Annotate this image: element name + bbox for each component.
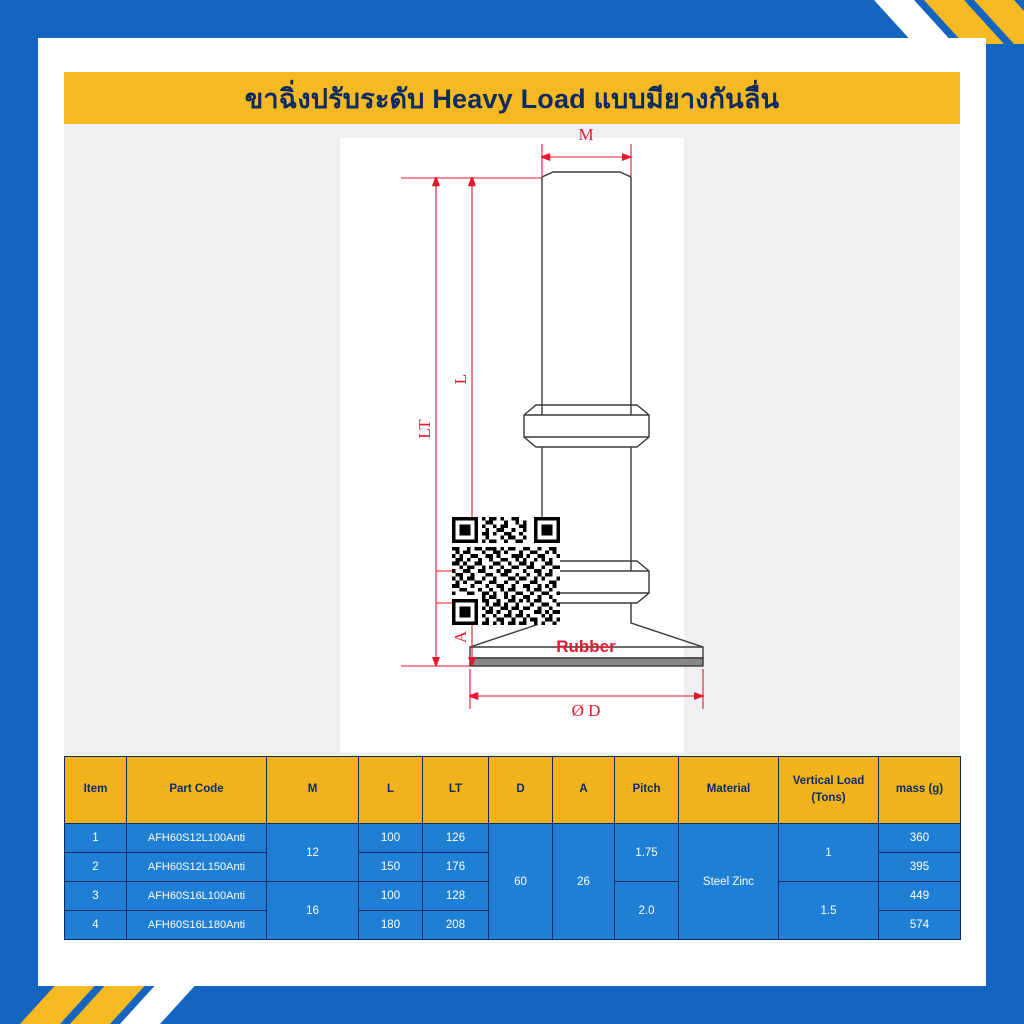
column-header-a: A (553, 757, 615, 824)
cell-part-code: AFH60S12L100Anti (127, 824, 267, 853)
column-header-vertical-load-line2: (Tons) (811, 792, 846, 804)
cell-l: 100 (359, 824, 423, 853)
dimension-label-m: M (578, 125, 594, 144)
corner-chevron-bottom-left-icon (0, 980, 330, 1024)
column-header-lt: LT (423, 757, 489, 824)
dimension-label-lt: LT (415, 419, 434, 439)
column-header-item: Item (65, 757, 127, 824)
dimension-label-d: Ø D (571, 701, 601, 720)
cell-lt: 176 (423, 853, 489, 882)
column-header-part-code: Part Code (127, 757, 267, 824)
page-title: ขาฉิ่งปรับระดับ Heavy Load แบบมียางกันลื่น (244, 83, 780, 114)
cell-lt: 128 (423, 882, 489, 911)
cell-l: 150 (359, 853, 423, 882)
column-header-m: M (267, 757, 359, 824)
cell-vertical-load: 1 (779, 824, 879, 882)
cell-part-code: AFH60S16L100Anti (127, 882, 267, 911)
dimension-label-l: L (451, 373, 470, 385)
column-header-material: Material (679, 757, 779, 824)
cell-part-code: AFH60S12L150Anti (127, 853, 267, 882)
column-header-vertical-load (779, 757, 879, 824)
cell-vertical-load: 1.5 (779, 882, 879, 940)
cell-part-code: AFH60S16L180Anti (127, 911, 267, 940)
title-banner (64, 72, 960, 124)
column-header-pitch: Pitch (615, 757, 679, 824)
sheet-body (38, 38, 986, 986)
cell-mass: 395 (879, 853, 961, 882)
qr-code-icon (452, 517, 560, 625)
column-header-d: D (489, 757, 553, 824)
cell-lt: 126 (423, 824, 489, 853)
specification-table (64, 756, 961, 940)
cell-material: Steel Zinc (679, 824, 779, 940)
specification-table-wrapper (64, 756, 960, 940)
column-header-mass: mass (g) (879, 757, 961, 824)
cell-l: 100 (359, 882, 423, 911)
table-header-row (65, 757, 961, 824)
cell-item: 2 (65, 853, 127, 882)
leveling-foot-drawing (64, 124, 960, 756)
column-header-l: L (359, 757, 423, 824)
cell-pitch: 2.0 (615, 882, 679, 940)
column-header-vertical-load-line1: Vertical Load (792, 774, 865, 787)
dimension-label-a: A (451, 630, 470, 644)
cell-m: 12 (267, 824, 359, 882)
cell-l: 180 (359, 911, 423, 940)
technical-drawing-area (64, 124, 960, 756)
cell-pitch: 1.75 (615, 824, 679, 882)
table-row (65, 824, 961, 853)
cell-m: 16 (267, 882, 359, 940)
cell-item: 1 (65, 824, 127, 853)
cell-mass: 449 (879, 882, 961, 911)
rubber-callout-label: Rubber (556, 637, 616, 656)
cell-item: 4 (65, 911, 127, 940)
cell-item: 3 (65, 882, 127, 911)
cell-lt: 208 (423, 911, 489, 940)
cell-d: 60 (489, 824, 553, 940)
cell-mass: 574 (879, 911, 961, 940)
cell-mass: 360 (879, 824, 961, 853)
cell-a: 26 (553, 824, 615, 940)
